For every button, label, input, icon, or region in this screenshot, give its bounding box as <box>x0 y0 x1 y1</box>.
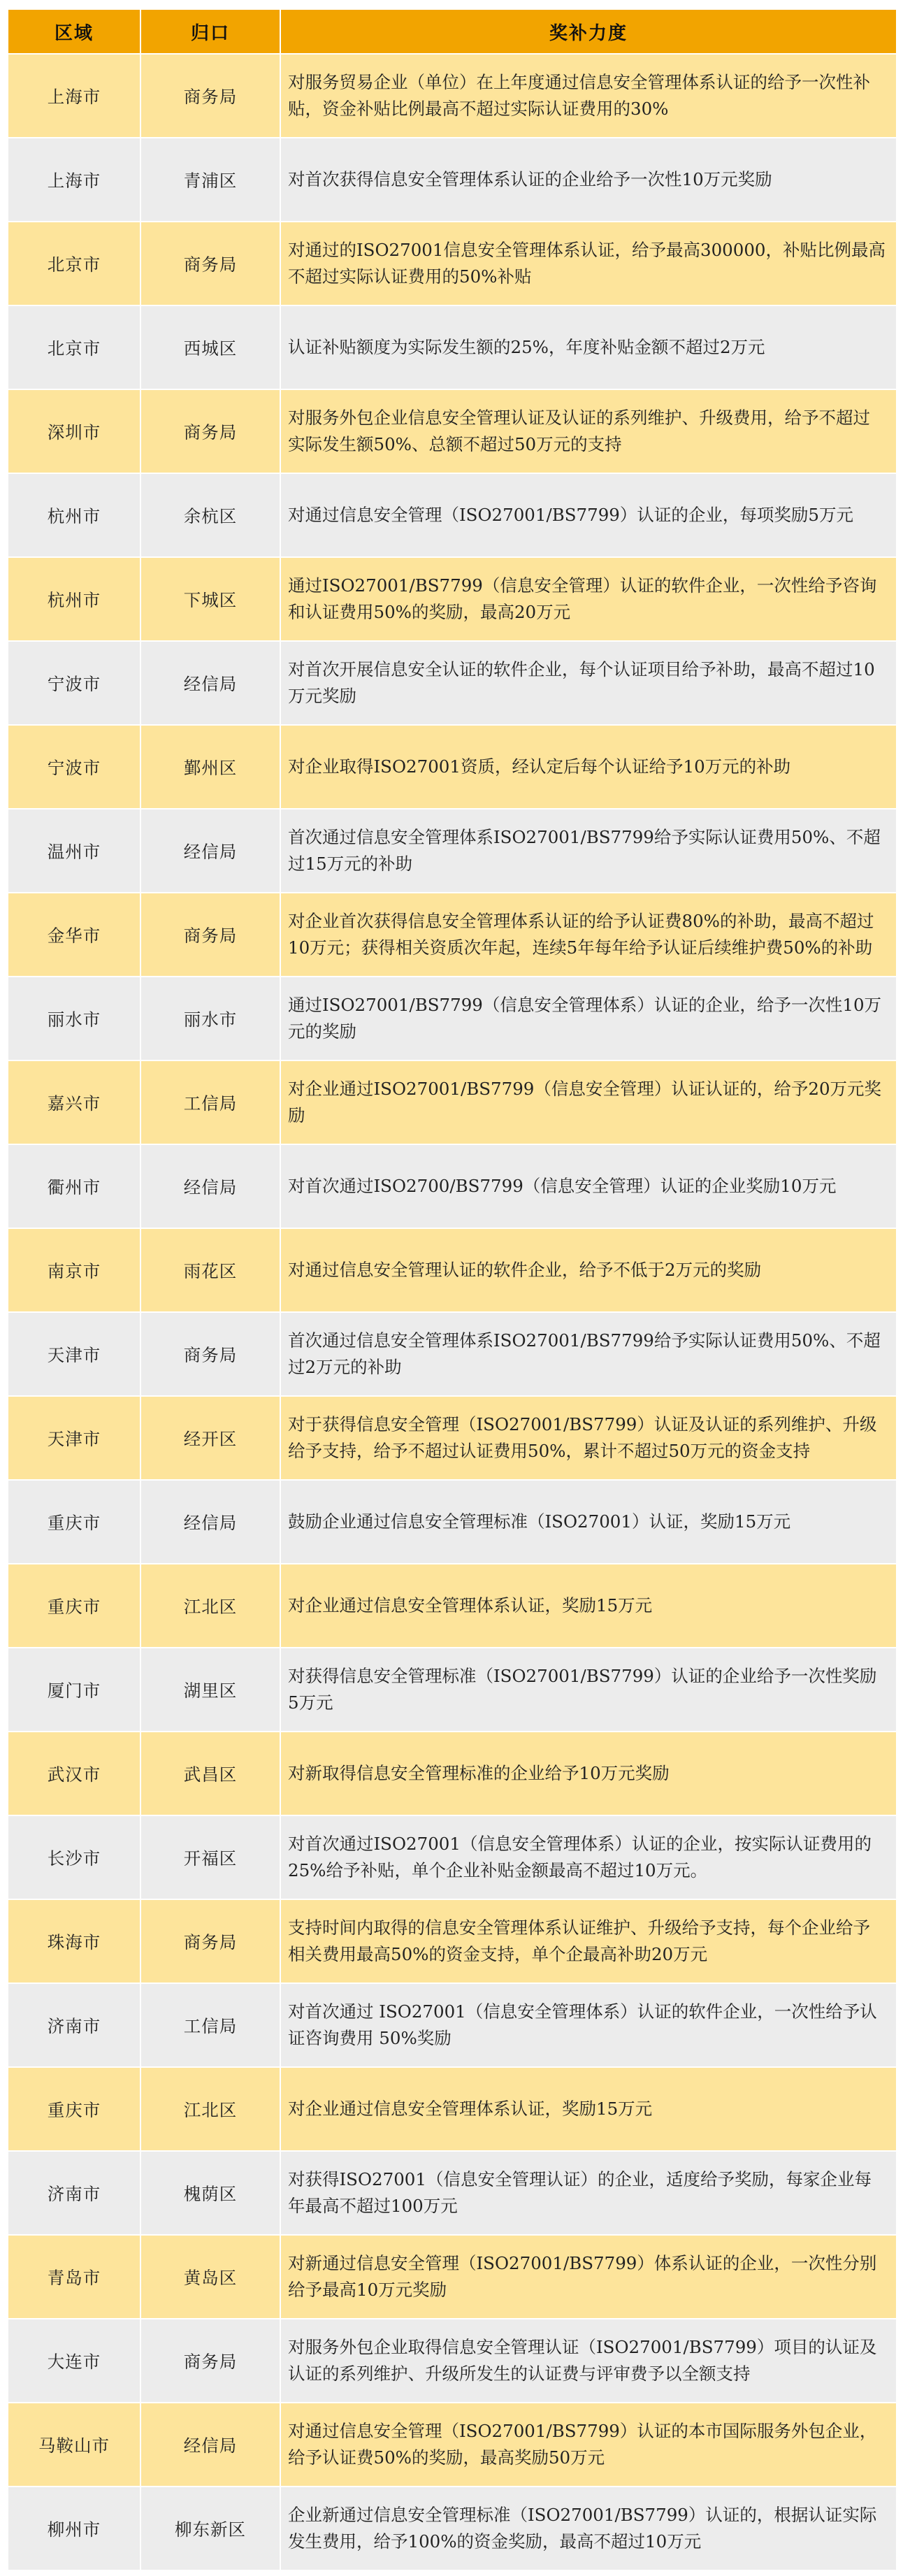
subsidy-cell: 对获得信息安全管理标准（ISO27001/BS7799）认证的企业给予一次性奖励5万元 <box>280 1648 897 1732</box>
table-row <box>8 54 897 138</box>
authority-cell: 江北区 <box>140 1564 280 1648</box>
subsidy-cell: 对服务贸易企业（单位）在上年度通过信息安全管理体系认证的给予一次性补贴，资金补贴比例最高不超过实际认证费用的30% <box>280 54 897 138</box>
header-subsidy: 奖补力度 <box>280 9 897 54</box>
authority-cell: 江北区 <box>140 2067 280 2151</box>
region-cell: 嘉兴市 <box>8 1060 140 1144</box>
subsidy-cell: 对企业通过信息安全管理体系认证，奖励15万元 <box>280 1564 897 1648</box>
table-row <box>8 1396 897 1480</box>
region-cell: 上海市 <box>8 54 140 138</box>
region-cell: 丽水市 <box>8 977 140 1060</box>
authority-cell: 槐荫区 <box>140 2151 280 2235</box>
subsidy-table <box>7 8 897 2571</box>
table-row <box>8 2067 897 2151</box>
subsidy-cell: 对首次通过 ISO27001（信息安全管理体系）认证的软件企业，一次性给予认证咨询费用 50%奖励 <box>280 1983 897 2067</box>
subsidy-cell: 对企业通过信息安全管理体系认证，奖励15万元 <box>280 2067 897 2151</box>
region-cell: 青岛市 <box>8 2235 140 2319</box>
authority-cell: 商务局 <box>140 389 280 473</box>
subsidy-cell: 鼓励企业通过信息安全管理标准（ISO27001）认证，奖励15万元 <box>280 1480 897 1564</box>
table-row <box>8 893 897 977</box>
table-row <box>8 1480 897 1564</box>
table-header <box>8 9 897 54</box>
table-row <box>8 138 897 222</box>
table-row <box>8 1648 897 1732</box>
region-cell: 济南市 <box>8 1983 140 2067</box>
subsidy-cell: 通过ISO27001/BS7799（信息安全管理体系）认证的企业，给予一次性10万元的奖励 <box>280 977 897 1060</box>
authority-cell: 工信局 <box>140 1983 280 2067</box>
table-row <box>8 2487 897 2570</box>
region-cell: 天津市 <box>8 1396 140 1480</box>
subsidy-cell: 首次通过信息安全管理体系ISO27001/BS7799给予实际认证费用50%、不超过2万元的补助 <box>280 1312 897 1396</box>
region-cell: 金华市 <box>8 893 140 977</box>
subsidy-cell: 对通过信息安全管理（ISO27001/BS7799）认证的企业，每项奖励5万元 <box>280 473 897 557</box>
authority-cell: 下城区 <box>140 557 280 641</box>
region-cell: 温州市 <box>8 809 140 893</box>
authority-cell: 工信局 <box>140 1060 280 1144</box>
table-row <box>8 725 897 809</box>
subsidy-cell: 对企业取得ISO27001资质，经认定后每个认证给予10万元的补助 <box>280 725 897 809</box>
table-row <box>8 1815 897 1899</box>
region-cell: 杭州市 <box>8 557 140 641</box>
table-row <box>8 977 897 1060</box>
authority-cell: 丽水市 <box>140 977 280 1060</box>
subsidy-cell: 对通过信息安全管理（ISO27001/BS7799）认证的本市国际服务外包企业，给予认证费50%的奖励，最高奖励50万元 <box>280 2403 897 2487</box>
authority-cell: 鄞州区 <box>140 725 280 809</box>
authority-cell: 商务局 <box>140 893 280 977</box>
authority-cell: 商务局 <box>140 2319 280 2403</box>
table-row <box>8 641 897 725</box>
table-row <box>8 2319 897 2403</box>
authority-cell: 余杭区 <box>140 473 280 557</box>
table-row <box>8 1312 897 1396</box>
table-body <box>8 54 897 2570</box>
table-row <box>8 1144 897 1228</box>
table-row <box>8 809 897 893</box>
authority-cell: 黄岛区 <box>140 2235 280 2319</box>
table-row <box>8 389 897 473</box>
table-row <box>8 557 897 641</box>
subsidy-cell: 通过ISO27001/BS7799（信息安全管理）认证的软件企业，一次性给予咨询和认证费用50%的奖励，最高20万元 <box>280 557 897 641</box>
authority-cell: 开福区 <box>140 1815 280 1899</box>
region-cell: 宁波市 <box>8 725 140 809</box>
authority-cell: 西城区 <box>140 305 280 389</box>
subsidy-cell: 对通过信息安全管理认证的软件企业，给予不低于2万元的奖励 <box>280 1228 897 1312</box>
region-cell: 上海市 <box>8 138 140 222</box>
table-row <box>8 222 897 305</box>
subsidy-cell: 对企业通过ISO27001/BS7799（信息安全管理）认证认证的，给予20万元奖励 <box>280 1060 897 1144</box>
subsidy-cell: 对服务外包企业取得信息安全管理认证（ISO27001/BS7799）项目的认证及认证的系列维护、升级所发生的认证费与评审费予以全额支持 <box>280 2319 897 2403</box>
subsidy-cell: 对新通过信息安全管理（ISO27001/BS7799）体系认证的企业，一次性分别给予最高10万元奖励 <box>280 2235 897 2319</box>
table-row <box>8 1060 897 1144</box>
authority-cell: 商务局 <box>140 222 280 305</box>
subsidy-cell: 对首次通过ISO27001（信息安全管理体系）认证的企业，按实际认证费用的25%给予补贴，单个企业补贴金额最高不超过10万元。 <box>280 1815 897 1899</box>
subsidy-cell: 首次通过信息安全管理体系ISO27001/BS7799给予实际认证费用50%、不超过15万元的补助 <box>280 809 897 893</box>
table-row <box>8 1228 897 1312</box>
region-cell: 珠海市 <box>8 1899 140 1983</box>
header-row <box>8 9 897 54</box>
authority-cell: 经开区 <box>140 1396 280 1480</box>
subsidy-cell: 对新取得信息安全管理标准的企业给予10万元奖励 <box>280 1732 897 1815</box>
region-cell: 大连市 <box>8 2319 140 2403</box>
authority-cell: 商务局 <box>140 54 280 138</box>
subsidy-cell: 对服务外包企业信息安全管理认证及认证的系列维护、升级费用，给予不超过实际发生额50%、总额不超过50万元的支持 <box>280 389 897 473</box>
table-row <box>8 1732 897 1815</box>
subsidy-cell: 对于获得信息安全管理（ISO27001/BS7799）认证及认证的系列维护、升级给予支持，给予不超过认证费用50%，累计不超过50万元的资金支持 <box>280 1396 897 1480</box>
region-cell: 南京市 <box>8 1228 140 1312</box>
region-cell: 深圳市 <box>8 389 140 473</box>
region-cell: 马鞍山市 <box>8 2403 140 2487</box>
region-cell: 衢州市 <box>8 1144 140 1228</box>
subsidy-cell: 企业新通过信息安全管理标准（ISO27001/BS7799）认证的，根据认证实际发生费用，给予100%的资金奖励，最高不超过10万元 <box>280 2487 897 2570</box>
subsidy-cell: 支持时间内取得的信息安全管理体系认证维护、升级给予支持，每个企业给予相关费用最高50%的资金支持，单个企最高补助20万元 <box>280 1899 897 1983</box>
region-cell: 天津市 <box>8 1312 140 1396</box>
region-cell: 重庆市 <box>8 1480 140 1564</box>
authority-cell: 商务局 <box>140 1312 280 1396</box>
header-authority: 归口 <box>140 9 280 54</box>
region-cell: 重庆市 <box>8 1564 140 1648</box>
subsidy-cell: 对获得ISO27001（信息安全管理认证）的企业，适度给予奖励，每家企业每年最高不超过100万元 <box>280 2151 897 2235</box>
region-cell: 杭州市 <box>8 473 140 557</box>
authority-cell: 商务局 <box>140 1899 280 1983</box>
region-cell: 宁波市 <box>8 641 140 725</box>
authority-cell: 经信局 <box>140 809 280 893</box>
authority-cell: 湖里区 <box>140 1648 280 1732</box>
subsidy-cell: 对通过的ISO27001信息安全管理体系认证，给予最高300000，补贴比例最高不超过实际认证费用的50%补贴 <box>280 222 897 305</box>
authority-cell: 武昌区 <box>140 1732 280 1815</box>
authority-cell: 青浦区 <box>140 138 280 222</box>
table-row <box>8 1899 897 1983</box>
authority-cell: 雨花区 <box>140 1228 280 1312</box>
region-cell: 济南市 <box>8 2151 140 2235</box>
region-cell: 北京市 <box>8 222 140 305</box>
subsidy-cell: 认证补贴额度为实际发生额的25%，年度补贴金额不超过2万元 <box>280 305 897 389</box>
region-cell: 武汉市 <box>8 1732 140 1815</box>
authority-cell: 经信局 <box>140 2403 280 2487</box>
header-region: 区域 <box>8 9 140 54</box>
region-cell: 柳州市 <box>8 2487 140 2570</box>
authority-cell: 经信局 <box>140 1144 280 1228</box>
table-row <box>8 2235 897 2319</box>
subsidy-cell: 对首次获得信息安全管理体系认证的企业给予一次性10万元奖励 <box>280 138 897 222</box>
region-cell: 重庆市 <box>8 2067 140 2151</box>
subsidy-cell: 对首次通过ISO2700/BS7799（信息安全管理）认证的企业奖励10万元 <box>280 1144 897 1228</box>
table-row <box>8 473 897 557</box>
table-row <box>8 2151 897 2235</box>
table-row <box>8 1983 897 2067</box>
region-cell: 长沙市 <box>8 1815 140 1899</box>
authority-cell: 经信局 <box>140 641 280 725</box>
region-cell: 北京市 <box>8 305 140 389</box>
region-cell: 厦门市 <box>8 1648 140 1732</box>
table-row <box>8 1564 897 1648</box>
authority-cell: 经信局 <box>140 1480 280 1564</box>
table-row <box>8 305 897 389</box>
subsidy-cell: 对首次开展信息安全认证的软件企业，每个认证项目给予补助，最高不超过10万元奖励 <box>280 641 897 725</box>
table-row <box>8 2403 897 2487</box>
authority-cell: 柳东新区 <box>140 2487 280 2570</box>
subsidy-cell: 对企业首次获得信息安全管理体系认证的给予认证费80%的补助，最高不超过10万元；获得相关资质次年起，连续5年每年给予认证后续维护费50%的补助 <box>280 893 897 977</box>
